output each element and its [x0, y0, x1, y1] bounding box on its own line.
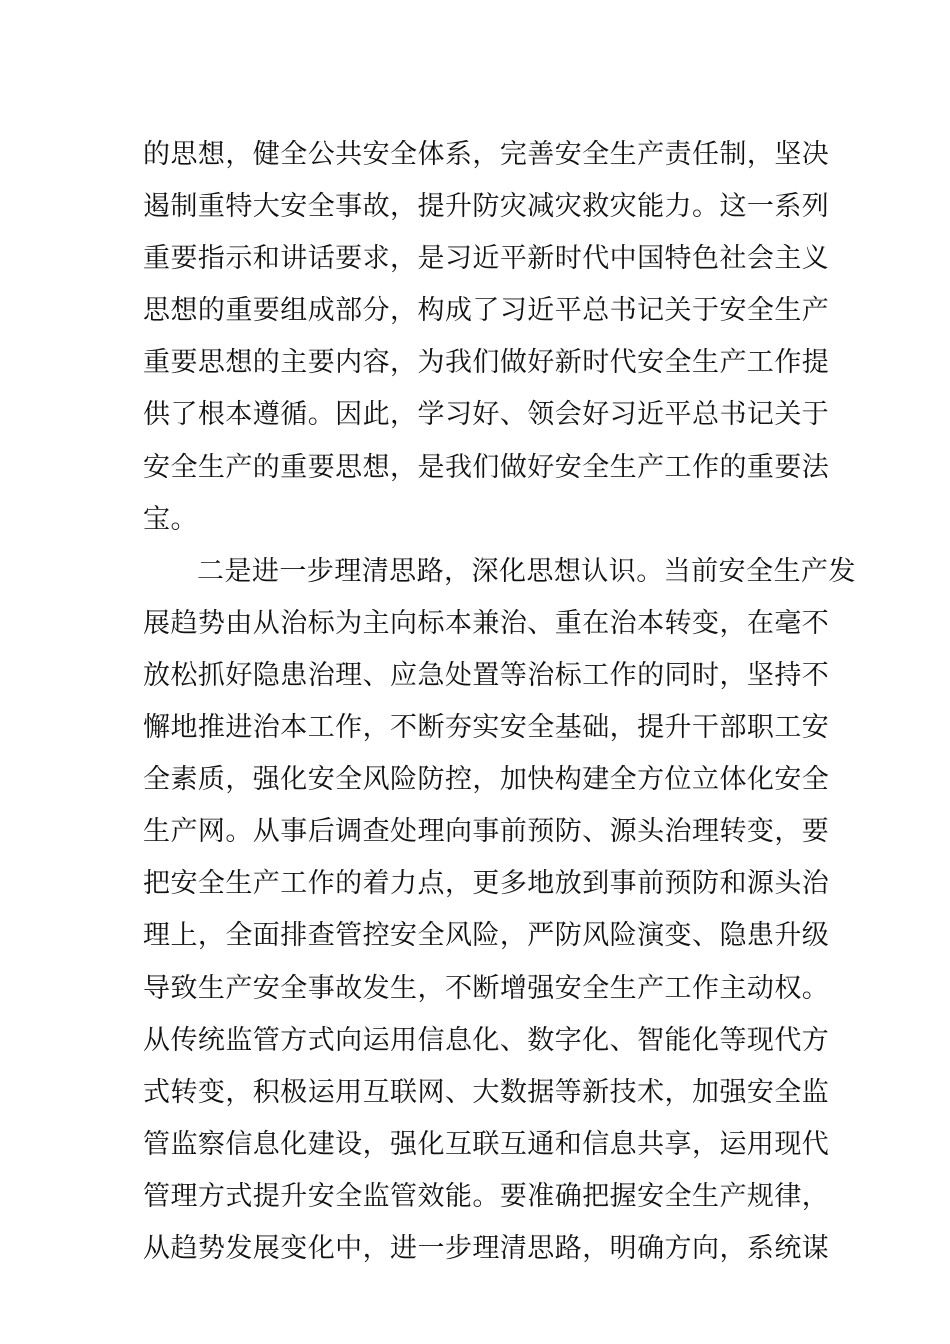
text-line: 思想的重要组成部分，构成了习近平总书记关于安全生产 — [143, 295, 830, 327]
text-line: 遏制重特大安全事故，提升防灾减灾救灾能力。这一系列 — [143, 191, 830, 223]
text-line: 的思想，健全公共安全体系，完善安全生产责任制，坚决 — [143, 139, 830, 170]
text-line: 把安全生产工作的着力点，更多地放到事前预防和源头治 — [143, 868, 830, 900]
text-line: 理上，全面排查管控安全风险，严防风险演变、隐患升级 — [143, 920, 830, 952]
text-line: 从传统监管方式向运用信息化、数字化、智能化等现代方 — [143, 1024, 830, 1056]
text-line: 二是进一步理清思路，深化思想认识。当前安全生产发 — [197, 555, 856, 587]
text-line: 宝。 — [143, 503, 198, 535]
text-line: 重要思想的主要内容，为我们做好新时代安全生产工作提 — [143, 347, 830, 379]
text-line: 从趋势发展变化中，进一步理清思路，明确方向，系统谋 — [143, 1232, 830, 1264]
text-line: 导致生产安全事故发生，不断增强安全生产工作主动权。 — [143, 972, 830, 1004]
text-line: 懈地推进治本工作，不断夯实安全基础，提升干部职工安 — [143, 712, 830, 744]
paragraph-2 — [143, 546, 856, 1275]
paragraph-1 — [143, 129, 830, 546]
text-line: 重要指示和讲话要求，是习近平新时代中国特色社会主义 — [143, 243, 830, 275]
text-line: 放松抓好隐患治理、应急处置等治标工作的同时，坚持不 — [143, 659, 830, 691]
text-line: 生产网。从事后调查处理向事前预防、源头治理转变，要 — [143, 816, 830, 848]
text-line: 展趋势由从治标为主向标本兼治、重在治本转变，在毫不 — [143, 607, 830, 639]
text-line: 管监察信息化建设，强化互联互通和信息共享，运用现代 — [143, 1128, 830, 1160]
document-body — [143, 129, 856, 1275]
text-line: 全素质，强化安全风险防控，加快构建全方位立体化安全 — [143, 764, 830, 796]
text-line: 供了根本遵循。因此，学习好、领会好习近平总书记关于 — [143, 399, 830, 431]
text-line: 式转变，积极运用互联网、大数据等新技术，加强安全监 — [143, 1076, 830, 1108]
text-line: 管理方式提升安全监管效能。要准确把握安全生产规律， — [143, 1180, 830, 1212]
text-line: 安全生产的重要思想，是我们做好安全生产工作的重要法 — [143, 451, 830, 483]
